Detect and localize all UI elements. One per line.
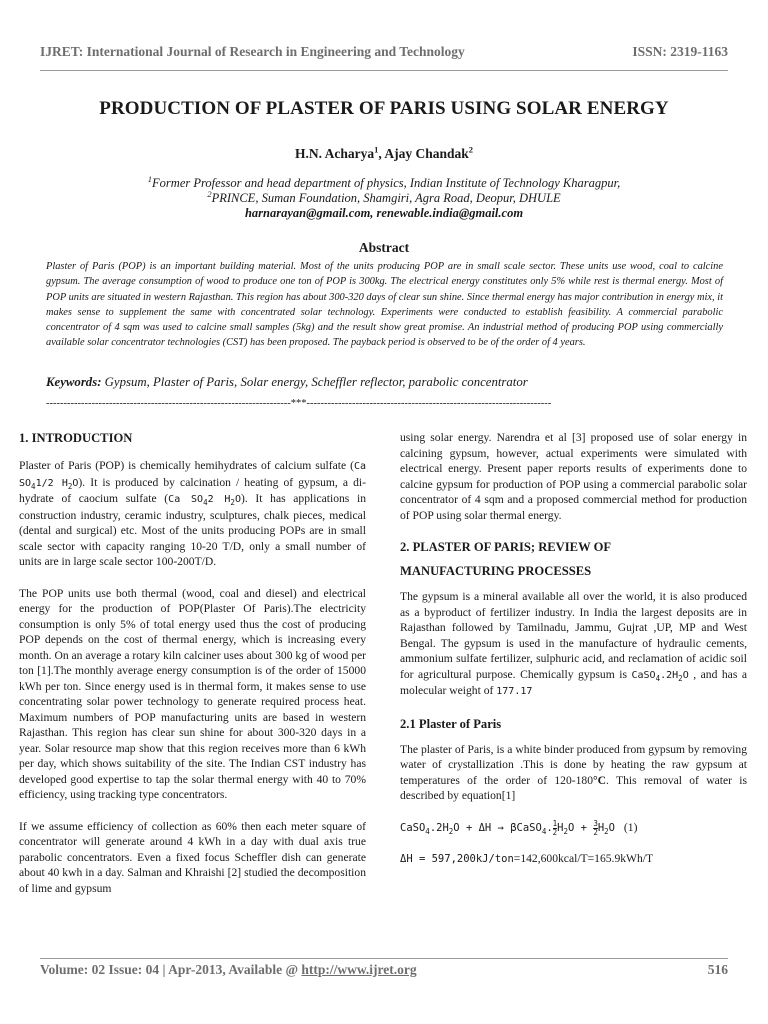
formula-part: Ca SO bbox=[19, 461, 366, 489]
equation-2-rhs: =142,600kcal/T=165.9kWh/T bbox=[513, 851, 654, 865]
fraction-numerator: 3 bbox=[593, 818, 598, 828]
eq-part: O + bbox=[568, 822, 594, 834]
formula-dihydrate bbox=[168, 494, 241, 505]
author-emails: harnarayan@gmail.com, renewable.india@gmail.com bbox=[244, 206, 524, 220]
formula-sub: 2 bbox=[67, 481, 73, 491]
eq-part: O + ΔH → βCaSO bbox=[453, 822, 542, 834]
fraction-denominator: 2 bbox=[593, 827, 598, 837]
footer-rule bbox=[40, 958, 728, 959]
affiliation-2 bbox=[0, 188, 768, 206]
header-rule bbox=[40, 70, 728, 71]
journal-name: IJRET: International Journal of Research in Engineering and Technology bbox=[40, 44, 465, 59]
eq-part: CaSO bbox=[400, 822, 426, 834]
formula-sub: 4 bbox=[655, 673, 661, 683]
footer-volume bbox=[40, 962, 417, 978]
equation-2-lhs: ΔH = 597,200kJ/ton bbox=[400, 852, 514, 865]
left-column bbox=[19, 430, 366, 912]
right-column bbox=[400, 430, 747, 881]
intro-paragraph-1 bbox=[19, 458, 366, 570]
section-2-heading-line-2: MANUFACTURING PROCESSES bbox=[400, 564, 592, 578]
affiliation-1-sup: 1 bbox=[147, 173, 153, 184]
text-run: Plaster of Paris (POP) is chemically hemihydrates of calcium sulfate ( bbox=[19, 459, 354, 472]
formula-part: CaSO bbox=[631, 669, 656, 681]
section-2-1-paragraph bbox=[400, 742, 747, 804]
section-1-heading: 1. INTRODUCTION bbox=[19, 431, 133, 445]
formula-sub: 4 bbox=[31, 481, 36, 491]
affiliation-1-text: Former Professor and head department of physics, Indian Institute of Technology Kharagpur, bbox=[152, 176, 621, 190]
eq-sub: 2 bbox=[563, 827, 569, 837]
formula-part: .2H bbox=[660, 669, 679, 681]
keywords-label: Keywords: bbox=[46, 375, 102, 389]
author-2-sup: 2 bbox=[468, 144, 474, 155]
section-2-paragraph bbox=[400, 589, 747, 700]
author-1: H.N. Acharya bbox=[294, 146, 375, 161]
section-2-heading-line-1: 2. PLASTER OF PARIS; REVIEW OF bbox=[400, 540, 612, 554]
formula-part: O bbox=[72, 477, 79, 489]
abstract-text: Plaster of Paris (POP) is an important building material. Most of the units producing POP are in small scale sector. These units use wood, coal to calcine gypsum. The average consumption of wood to produce one ton of POP is 300kg. The electrical energy constitutes only 5% while rest is thermal energy. Most of POP units are situated in western Rajasthan. This region has about 300-320 days of clear sun shine. Since thermal energy has major contribution in energy mix, it makes sense to supplement the same with concentrated solar technology. Experiments were conducted to establish feasibility. A commercial parabolic concentrator of 4 sqm was used to calcine small samples (5kg) and the result show great promise. An industrial method of producing POP using commercially available solar concentrator technologies (CST) has been proposed. The payback period is observed to be of the order of 4 years. bbox=[46, 261, 723, 349]
formula-part: 2 H bbox=[207, 494, 231, 505]
running-header bbox=[40, 44, 728, 60]
equation-2 bbox=[400, 851, 747, 868]
affiliation-2-text: PRINCE, Suman Foundation, Shamgiri, Agra Road, Deopur, DHULE bbox=[211, 191, 561, 205]
journal-url-link[interactable]: http://www.ijret.org bbox=[301, 962, 417, 977]
section-divider: ----------------------------------------------------------------------***---------------------------------------------------------------------- bbox=[46, 398, 552, 409]
formula-part: O bbox=[234, 494, 241, 505]
affiliation-2-sup: 2 bbox=[207, 188, 212, 199]
text-run: , and has a molecular weight of bbox=[400, 667, 747, 697]
keywords bbox=[46, 375, 723, 390]
affiliation-1 bbox=[0, 173, 768, 191]
eq-sub: 2 bbox=[604, 827, 609, 837]
formula-sub: 4 bbox=[203, 498, 208, 507]
eq-part: .2H bbox=[429, 822, 449, 834]
equation-1-number: (1) bbox=[623, 821, 638, 834]
keywords-text: Gypsum, Plaster of Paris, Solar energy, Scheffler reflector, parabolic concentrator bbox=[101, 375, 528, 389]
eq-part: O bbox=[608, 822, 615, 834]
fraction-denominator: 2 bbox=[552, 827, 558, 837]
eq-part: H bbox=[597, 822, 605, 834]
formula-gypsum bbox=[632, 670, 689, 681]
text-run: . This removal of water is described by equation[1] bbox=[400, 773, 748, 802]
abstract-heading: Abstract bbox=[358, 240, 410, 255]
text-run: The plaster of Paris, is a white binder produced from gypsum by removing water of crystallization .This is done by heating the raw gypsum at temperatures of the order of 120-180 bbox=[400, 742, 747, 787]
molecular-weight: 177.17 bbox=[496, 686, 533, 697]
intro-paragraph-2: The POP units use both thermal (wood, coal and diesel) and electrical energy for the production of POP(Plaster Of Paris).The electricity consumption is only 5% of total energy used thus the cost of producing POP depends on the cost of thermal energy, which is increasing every month. On an average a rotary kiln calciner uses about 300 kg of wood per ton [1].The monthly average energy consumption is of the order of 15000 kWh per ton. Since energy used is in thermal form, it makes sense to use concentrating solar power technology to generate required process heat. Maximum numbers of POP manufacturing units are based in western Rajasthan. This region has clear sun shine for about 300-320 days in a year. Solar resource map show that this region receives more than 6 kWh per day, which shows suitability of the site. The Indian CST industry has developed good expertise to tap the solar thermal energy with 40 to 70% efficiency, using tracking type concentrators. bbox=[19, 586, 366, 801]
footer-volume-text: Volume: 02 Issue: 04 | Apr-2013, Available @ bbox=[40, 962, 302, 977]
formula-part: Ca SO bbox=[168, 494, 204, 505]
intro-paragraph-4: using solar energy. Narendra et al [3] proposed use of solar energy in calcining gypsum, however, actual experiments were simulated with electrical energy. Present paper reports results of experiments done to calcine gypsum for production of POP using a commercial parabolic solar concentrator of 4 sqm and a proposed commercial method for production of POP using solar thermal energy. bbox=[400, 431, 747, 522]
formula-sub: 2 bbox=[230, 498, 235, 507]
formula-sub: 2 bbox=[678, 673, 683, 683]
author-2: Ajay Chandak bbox=[384, 146, 469, 161]
formula-part: O bbox=[682, 669, 689, 681]
author-separator: , bbox=[378, 146, 385, 161]
intro-paragraph-3: If we assume efficiency of collection as 60% then each meter square of concentrator will generate around 4 kWh in a day with dual axis true parabolic concentrators. Even a fixed focus Scheffler dish can generate about 40 kwh in a day. Salman and Khraishi [2] studied the decomposition of lime and gypsum bbox=[19, 819, 366, 895]
eq-sub: 4 bbox=[425, 827, 430, 837]
eq-sub: 4 bbox=[541, 827, 547, 837]
equation-1 bbox=[400, 820, 747, 837]
author-1-sup: 1 bbox=[374, 144, 379, 155]
authors bbox=[0, 146, 768, 162]
text-run: The gypsum is a mineral available all over the world, it is also produced as a byproduct of fertilizer industry. In India the largest deposits are in Rajasthan followed by Tamilnadu, Jammu, Gujrat ,UP, MP and West Bengal. The gypsum is used in the manufacture of hydraulic cements, ammonium sulfate fertilizer, sulphuric acid, and reclamation of acidic soil for agricultural purpose. Chemically gypsum is bbox=[400, 590, 747, 681]
fraction-numerator: 1 bbox=[552, 818, 558, 828]
formula-part: 1/2 H bbox=[35, 477, 68, 489]
text-run: ). It is produced by calcination / heating of gypsum, a di-hydrate of caocium sulfate ( bbox=[19, 475, 366, 505]
equation-1-body bbox=[400, 818, 615, 837]
eq-sub: 2 bbox=[448, 827, 454, 837]
page-number: 516 bbox=[707, 962, 728, 977]
issn: ISSN: 2319-1163 bbox=[632, 44, 728, 59]
section-2-1-heading: 2.1 Plaster of Paris bbox=[400, 716, 502, 731]
eq-part: . bbox=[546, 822, 553, 834]
text-run: ). It has applications in construction industry, ceramic industry, sculptures, chalk pieces, medical (dental and surgical) etc. Most of the units producing POPs are in small scale sector with capacity ranging 10-20 T/D, only a small number of units are in large scale sector 100-200T/D. bbox=[19, 492, 367, 568]
running-footer bbox=[40, 962, 728, 978]
degree-celsius: °C bbox=[593, 773, 607, 787]
paper-title: PRODUCTION OF PLASTER OF PARIS USING SOLAR ENERGY bbox=[99, 98, 669, 119]
eq-part: H bbox=[557, 822, 564, 834]
